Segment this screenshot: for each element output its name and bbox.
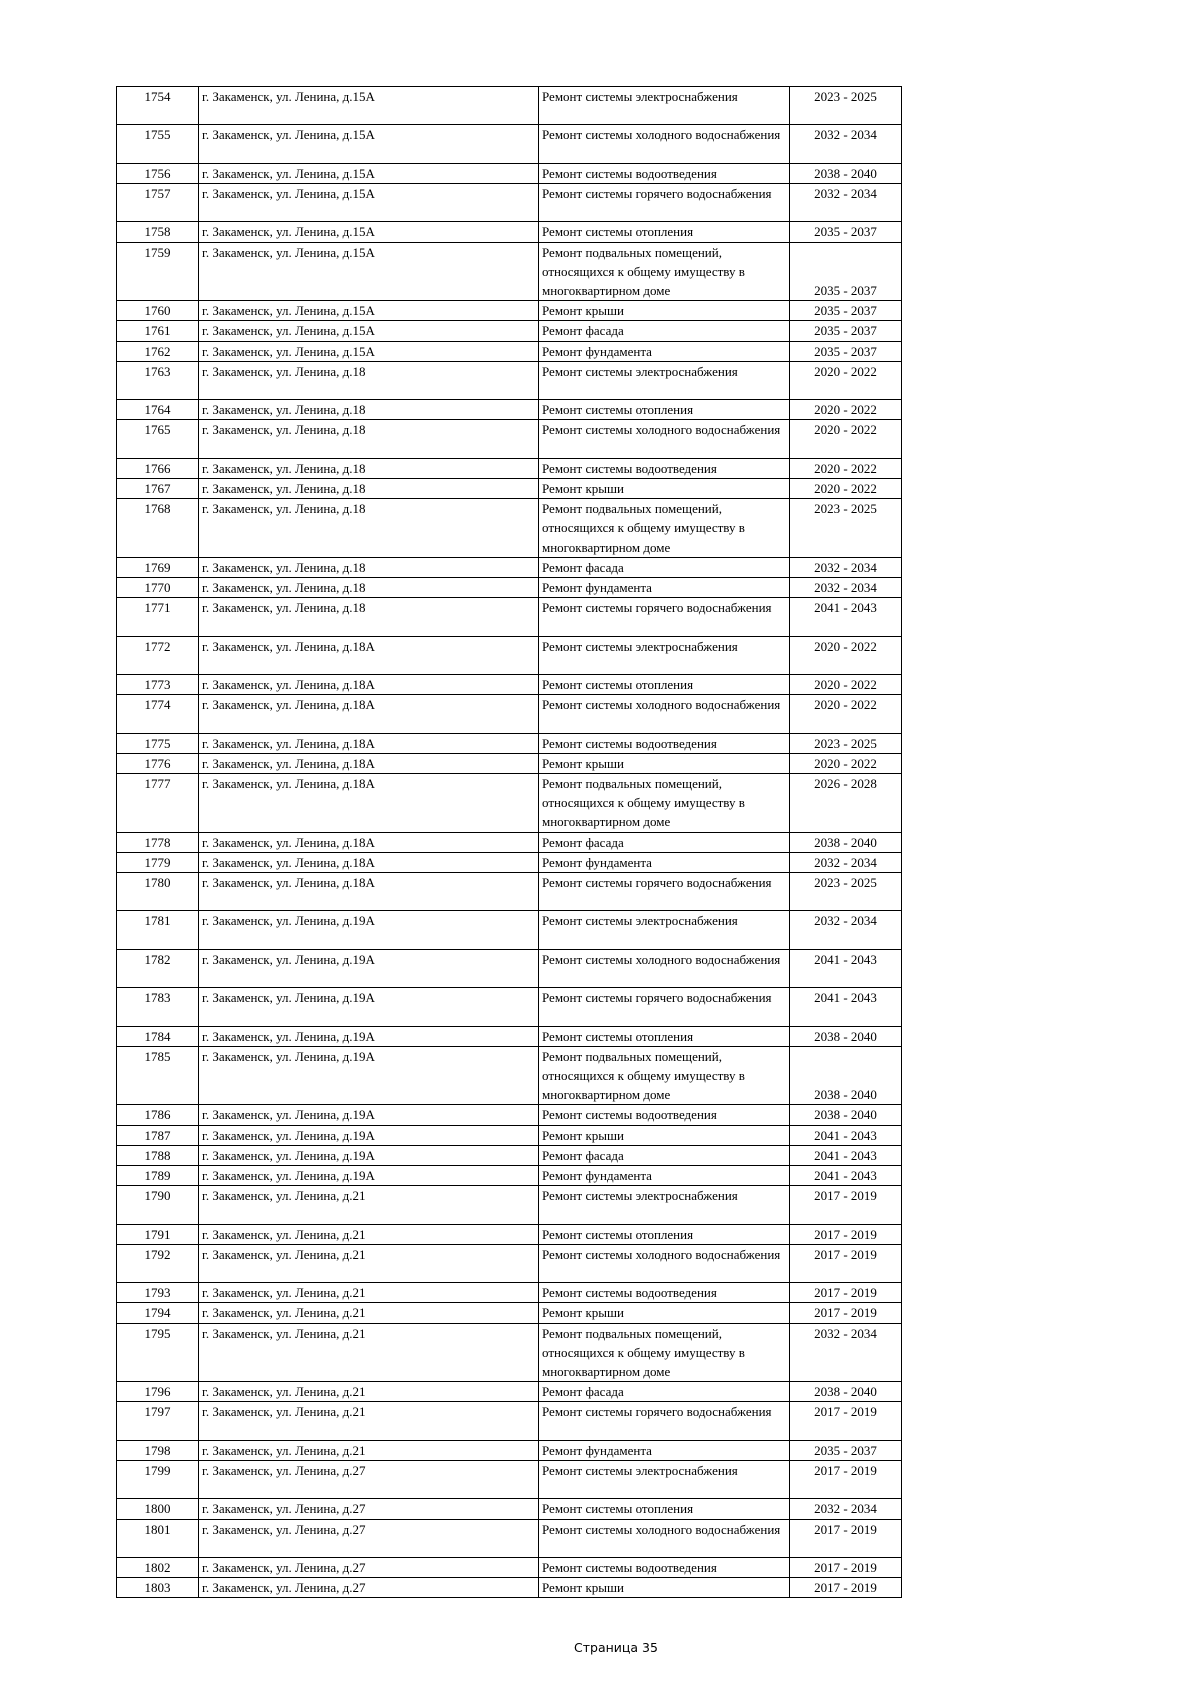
address-cell: г. Закаменск, ул. Ленина, д.18А — [199, 832, 539, 852]
address-cell: г. Закаменск, ул. Ленина, д.19А — [199, 911, 539, 949]
period-cell: 2041 - 2043 — [790, 988, 902, 1026]
period-cell: 2020 - 2022 — [790, 695, 902, 733]
table-row — [117, 1046, 902, 1105]
work-type-cell: Ремонт подвальных помещений, относящихся к общему имуществу в многоквартирном доме — [539, 1046, 790, 1105]
work-type-cell: Ремонт системы горячего водоснабжения — [539, 598, 790, 636]
work-type-cell: Ремонт крыши — [539, 1578, 790, 1598]
address-cell: г. Закаменск, ул. Ленина, д.18А — [199, 674, 539, 694]
table-row — [117, 1283, 902, 1303]
work-type-cell: Ремонт системы горячего водоснабжения — [539, 873, 790, 911]
row-number-cell: 1794 — [117, 1303, 199, 1323]
row-number-cell: 1768 — [117, 499, 199, 558]
work-type-cell: Ремонт подвальных помещений, относящихся к общему имуществу в многоквартирном доме — [539, 1323, 790, 1382]
work-type-cell: Ремонт системы электроснабжения — [539, 911, 790, 949]
address-cell: г. Закаменск, ул. Ленина, д.27 — [199, 1499, 539, 1519]
table-row — [117, 420, 902, 458]
address-cell: г. Закаменск, ул. Ленина, д.15А — [199, 163, 539, 183]
table-row — [117, 1186, 902, 1224]
table-row — [117, 1165, 902, 1185]
table-row — [117, 674, 902, 694]
row-number-cell: 1775 — [117, 733, 199, 753]
period-cell: 2023 - 2025 — [790, 733, 902, 753]
work-type-cell: Ремонт системы отопления — [539, 222, 790, 242]
period-cell: 2023 - 2025 — [790, 499, 902, 558]
row-number-cell: 1756 — [117, 163, 199, 183]
table-row — [117, 1323, 902, 1382]
table-row — [117, 733, 902, 753]
address-cell: г. Закаменск, ул. Ленина, д.15А — [199, 242, 539, 301]
address-cell: г. Закаменск, ул. Ленина, д.18А — [199, 873, 539, 911]
address-cell: г. Закаменск, ул. Ленина, д.27 — [199, 1578, 539, 1598]
row-number-cell: 1760 — [117, 301, 199, 321]
row-number-cell: 1799 — [117, 1460, 199, 1498]
work-type-cell: Ремонт системы горячего водоснабжения — [539, 1402, 790, 1440]
period-cell: 2020 - 2022 — [790, 361, 902, 399]
address-cell: г. Закаменск, ул. Ленина, д.18 — [199, 361, 539, 399]
address-cell: г. Закаменск, ул. Ленина, д.19А — [199, 1046, 539, 1105]
period-cell: 2035 - 2037 — [790, 321, 902, 341]
work-type-cell: Ремонт системы водоотведения — [539, 733, 790, 753]
row-number-cell: 1779 — [117, 852, 199, 872]
period-cell: 2035 - 2037 — [790, 242, 902, 301]
address-cell: г. Закаменск, ул. Ленина, д.18 — [199, 578, 539, 598]
table-row — [117, 1382, 902, 1402]
address-cell: г. Закаменск, ул. Ленина, д.19А — [199, 949, 539, 987]
table-row — [117, 773, 902, 832]
row-number-cell: 1761 — [117, 321, 199, 341]
period-cell: 2017 - 2019 — [790, 1578, 902, 1598]
row-number-cell: 1781 — [117, 911, 199, 949]
address-cell: г. Закаменск, ул. Ленина, д.19А — [199, 1145, 539, 1165]
table-row — [117, 832, 902, 852]
work-type-cell: Ремонт системы водоотведения — [539, 1283, 790, 1303]
work-type-cell: Ремонт фундамента — [539, 1165, 790, 1185]
address-cell: г. Закаменск, ул. Ленина, д.21 — [199, 1186, 539, 1224]
period-cell: 2020 - 2022 — [790, 636, 902, 674]
period-cell: 2038 - 2040 — [790, 163, 902, 183]
work-type-cell: Ремонт крыши — [539, 478, 790, 498]
work-type-cell: Ремонт системы отопления — [539, 1499, 790, 1519]
table-row — [117, 578, 902, 598]
work-type-cell: Ремонт системы горячего водоснабжения — [539, 988, 790, 1026]
registry-sheet — [116, 86, 902, 1598]
period-cell: 2035 - 2037 — [790, 341, 902, 361]
work-type-cell: Ремонт системы водоотведения — [539, 1557, 790, 1577]
row-number-cell: 1762 — [117, 341, 199, 361]
table-row — [117, 478, 902, 498]
period-cell: 2038 - 2040 — [790, 1105, 902, 1125]
table-row — [117, 222, 902, 242]
period-cell: 2017 - 2019 — [790, 1519, 902, 1557]
address-cell: г. Закаменск, ул. Ленина, д.18 — [199, 420, 539, 458]
period-cell: 2020 - 2022 — [790, 674, 902, 694]
period-cell: 2017 - 2019 — [790, 1557, 902, 1577]
row-number-cell: 1765 — [117, 420, 199, 458]
row-number-cell: 1796 — [117, 1382, 199, 1402]
address-cell: г. Закаменск, ул. Ленина, д.18А — [199, 695, 539, 733]
work-type-cell: Ремонт подвальных помещений, относящихся к общему имуществу в многоквартирном доме — [539, 773, 790, 832]
work-type-cell: Ремонт подвальных помещений, относящихся к общему имуществу в многоквартирном доме — [539, 499, 790, 558]
address-cell: г. Закаменск, ул. Ленина, д.27 — [199, 1557, 539, 1577]
address-cell: г. Закаменск, ул. Ленина, д.19А — [199, 1026, 539, 1046]
row-number-cell: 1757 — [117, 183, 199, 221]
row-number-cell: 1771 — [117, 598, 199, 636]
registry-body — [117, 87, 902, 1598]
row-number-cell: 1793 — [117, 1283, 199, 1303]
address-cell: г. Закаменск, ул. Ленина, д.18 — [199, 499, 539, 558]
address-cell: г. Закаменск, ул. Ленина, д.21 — [199, 1244, 539, 1282]
table-row — [117, 1402, 902, 1440]
table-row — [117, 873, 902, 911]
work-type-cell: Ремонт системы электроснабжения — [539, 1460, 790, 1498]
period-cell: 2023 - 2025 — [790, 87, 902, 125]
address-cell: г. Закаменск, ул. Ленина, д.18 — [199, 458, 539, 478]
address-cell: г. Закаменск, ул. Ленина, д.15А — [199, 301, 539, 321]
row-number-cell: 1766 — [117, 458, 199, 478]
row-number-cell: 1788 — [117, 1145, 199, 1165]
row-number-cell: 1767 — [117, 478, 199, 498]
work-type-cell: Ремонт системы электроснабжения — [539, 361, 790, 399]
period-cell: 2041 - 2043 — [790, 949, 902, 987]
row-number-cell: 1759 — [117, 242, 199, 301]
table-row — [117, 301, 902, 321]
row-number-cell: 1797 — [117, 1402, 199, 1440]
table-row — [117, 598, 902, 636]
row-number-cell: 1778 — [117, 832, 199, 852]
row-number-cell: 1784 — [117, 1026, 199, 1046]
table-row — [117, 1145, 902, 1165]
table-row — [117, 557, 902, 577]
row-number-cell: 1803 — [117, 1578, 199, 1598]
table-row — [117, 1303, 902, 1323]
period-cell: 2032 - 2034 — [790, 578, 902, 598]
address-cell: г. Закаменск, ул. Ленина, д.21 — [199, 1402, 539, 1440]
period-cell: 2017 - 2019 — [790, 1244, 902, 1282]
table-row — [117, 1244, 902, 1282]
address-cell: г. Закаменск, ул. Ленина, д.18 — [199, 478, 539, 498]
row-number-cell: 1764 — [117, 400, 199, 420]
work-type-cell: Ремонт системы электроснабжения — [539, 87, 790, 125]
row-number-cell: 1785 — [117, 1046, 199, 1105]
period-cell: 2038 - 2040 — [790, 832, 902, 852]
address-cell: г. Закаменск, ул. Ленина, д.21 — [199, 1283, 539, 1303]
table-row — [117, 1440, 902, 1460]
address-cell: г. Закаменск, ул. Ленина, д.21 — [199, 1440, 539, 1460]
address-cell: г. Закаменск, ул. Ленина, д.18 — [199, 557, 539, 577]
period-cell: 2017 - 2019 — [790, 1283, 902, 1303]
period-cell: 2032 - 2034 — [790, 1499, 902, 1519]
table-row — [117, 1557, 902, 1577]
table-row — [117, 458, 902, 478]
address-cell: г. Закаменск, ул. Ленина, д.19А — [199, 988, 539, 1026]
address-cell: г. Закаменск, ул. Ленина, д.15А — [199, 125, 539, 163]
period-cell: 2020 - 2022 — [790, 478, 902, 498]
table-row — [117, 1519, 902, 1557]
address-cell: г. Закаменск, ул. Ленина, д.15А — [199, 87, 539, 125]
row-number-cell: 1777 — [117, 773, 199, 832]
row-number-cell: 1769 — [117, 557, 199, 577]
period-cell: 2020 - 2022 — [790, 400, 902, 420]
period-cell: 2017 - 2019 — [790, 1460, 902, 1498]
table-row — [117, 87, 902, 125]
table-row — [117, 911, 902, 949]
period-cell: 2023 - 2025 — [790, 873, 902, 911]
table-row — [117, 183, 902, 221]
row-number-cell: 1789 — [117, 1165, 199, 1185]
row-number-cell: 1801 — [117, 1519, 199, 1557]
row-number-cell: 1773 — [117, 674, 199, 694]
period-cell: 2020 - 2022 — [790, 753, 902, 773]
work-type-cell: Ремонт подвальных помещений, относящихся к общему имуществу в многоквартирном доме — [539, 242, 790, 301]
table-row — [117, 361, 902, 399]
work-type-cell: Ремонт фундамента — [539, 1440, 790, 1460]
table-row — [117, 852, 902, 872]
period-cell: 2035 - 2037 — [790, 301, 902, 321]
period-cell: 2032 - 2034 — [790, 911, 902, 949]
address-cell: г. Закаменск, ул. Ленина, д.18 — [199, 400, 539, 420]
row-number-cell: 1798 — [117, 1440, 199, 1460]
address-cell: г. Закаменск, ул. Ленина, д.18А — [199, 636, 539, 674]
address-cell: г. Закаменск, ул. Ленина, д.18А — [199, 852, 539, 872]
row-number-cell: 1782 — [117, 949, 199, 987]
row-number-cell: 1755 — [117, 125, 199, 163]
page-number: Страница 35 — [574, 1640, 658, 1655]
row-number-cell: 1802 — [117, 1557, 199, 1577]
period-cell: 2032 - 2034 — [790, 183, 902, 221]
table-row — [117, 988, 902, 1026]
work-type-cell: Ремонт фундамента — [539, 578, 790, 598]
work-type-cell: Ремонт фундамента — [539, 852, 790, 872]
address-cell: г. Закаменск, ул. Ленина, д.15А — [199, 222, 539, 242]
row-number-cell: 1776 — [117, 753, 199, 773]
table-row — [117, 341, 902, 361]
row-number-cell: 1790 — [117, 1186, 199, 1224]
work-type-cell: Ремонт системы электроснабжения — [539, 1186, 790, 1224]
work-type-cell: Ремонт крыши — [539, 1303, 790, 1323]
row-number-cell: 1774 — [117, 695, 199, 733]
table-row — [117, 1125, 902, 1145]
row-number-cell: 1763 — [117, 361, 199, 399]
row-number-cell: 1786 — [117, 1105, 199, 1125]
work-type-cell: Ремонт системы холодного водоснабжения — [539, 420, 790, 458]
work-type-cell: Ремонт крыши — [539, 1125, 790, 1145]
work-type-cell: Ремонт системы холодного водоснабжения — [539, 1519, 790, 1557]
work-type-cell: Ремонт системы холодного водоснабжения — [539, 125, 790, 163]
row-number-cell: 1754 — [117, 87, 199, 125]
period-cell: 2038 - 2040 — [790, 1026, 902, 1046]
work-type-cell: Ремонт системы водоотведения — [539, 1105, 790, 1125]
work-type-cell: Ремонт крыши — [539, 301, 790, 321]
table-row — [117, 242, 902, 301]
work-type-cell: Ремонт крыши — [539, 753, 790, 773]
table-row — [117, 1105, 902, 1125]
period-cell: 2035 - 2037 — [790, 222, 902, 242]
row-number-cell: 1758 — [117, 222, 199, 242]
row-number-cell: 1792 — [117, 1244, 199, 1282]
work-type-cell: Ремонт системы водоотведения — [539, 458, 790, 478]
period-cell: 2032 - 2034 — [790, 1323, 902, 1382]
address-cell: г. Закаменск, ул. Ленина, д.21 — [199, 1323, 539, 1382]
work-type-cell: Ремонт системы отопления — [539, 1224, 790, 1244]
period-cell: 2032 - 2034 — [790, 557, 902, 577]
work-type-cell: Ремонт фасада — [539, 321, 790, 341]
address-cell: г. Закаменск, ул. Ленина, д.21 — [199, 1303, 539, 1323]
address-cell: г. Закаменск, ул. Ленина, д.18А — [199, 773, 539, 832]
table-row — [117, 400, 902, 420]
address-cell: г. Закаменск, ул. Ленина, д.15А — [199, 183, 539, 221]
work-type-cell: Ремонт системы холодного водоснабжения — [539, 949, 790, 987]
work-type-cell: Ремонт системы водоотведения — [539, 163, 790, 183]
table-row — [117, 636, 902, 674]
period-cell: 2017 - 2019 — [790, 1186, 902, 1224]
address-cell: г. Закаменск, ул. Ленина, д.27 — [199, 1519, 539, 1557]
table-row — [117, 163, 902, 183]
registry-table — [116, 86, 902, 1598]
table-row — [117, 125, 902, 163]
row-number-cell: 1783 — [117, 988, 199, 1026]
work-type-cell: Ремонт системы отопления — [539, 1026, 790, 1046]
period-cell: 2035 - 2037 — [790, 1440, 902, 1460]
work-type-cell: Ремонт системы горячего водоснабжения — [539, 183, 790, 221]
table-row — [117, 1499, 902, 1519]
work-type-cell: Ремонт фасада — [539, 832, 790, 852]
table-row — [117, 1578, 902, 1598]
work-type-cell: Ремонт фасада — [539, 1145, 790, 1165]
table-row — [117, 1460, 902, 1498]
period-cell: 2041 - 2043 — [790, 1165, 902, 1185]
period-cell: 2032 - 2034 — [790, 852, 902, 872]
work-type-cell: Ремонт системы холодного водоснабжения — [539, 695, 790, 733]
table-row — [117, 1224, 902, 1244]
work-type-cell: Ремонт фундамента — [539, 341, 790, 361]
row-number-cell: 1787 — [117, 1125, 199, 1145]
period-cell: 2017 - 2019 — [790, 1224, 902, 1244]
work-type-cell: Ремонт системы электроснабжения — [539, 636, 790, 674]
address-cell: г. Закаменск, ул. Ленина, д.21 — [199, 1224, 539, 1244]
work-type-cell: Ремонт системы отопления — [539, 674, 790, 694]
row-number-cell: 1800 — [117, 1499, 199, 1519]
address-cell: г. Закаменск, ул. Ленина, д.18А — [199, 753, 539, 773]
period-cell: 2026 - 2028 — [790, 773, 902, 832]
address-cell: г. Закаменск, ул. Ленина, д.27 — [199, 1460, 539, 1498]
period-cell: 2020 - 2022 — [790, 420, 902, 458]
period-cell: 2041 - 2043 — [790, 598, 902, 636]
address-cell: г. Закаменск, ул. Ленина, д.19А — [199, 1125, 539, 1145]
address-cell: г. Закаменск, ул. Ленина, д.19А — [199, 1165, 539, 1185]
address-cell: г. Закаменск, ул. Ленина, д.21 — [199, 1382, 539, 1402]
address-cell: г. Закаменск, ул. Ленина, д.15А — [199, 341, 539, 361]
period-cell: 2017 - 2019 — [790, 1402, 902, 1440]
address-cell: г. Закаменск, ул. Ленина, д.18А — [199, 733, 539, 753]
period-cell: 2038 - 2040 — [790, 1046, 902, 1105]
table-row — [117, 321, 902, 341]
row-number-cell: 1791 — [117, 1224, 199, 1244]
address-cell: г. Закаменск, ул. Ленина, д.19А — [199, 1105, 539, 1125]
row-number-cell: 1770 — [117, 578, 199, 598]
row-number-cell: 1772 — [117, 636, 199, 674]
work-type-cell: Ремонт фасада — [539, 557, 790, 577]
table-row — [117, 1026, 902, 1046]
work-type-cell: Ремонт системы отопления — [539, 400, 790, 420]
address-cell: г. Закаменск, ул. Ленина, д.18 — [199, 598, 539, 636]
table-row — [117, 499, 902, 558]
period-cell: 2032 - 2034 — [790, 125, 902, 163]
row-number-cell: 1780 — [117, 873, 199, 911]
period-cell: 2038 - 2040 — [790, 1382, 902, 1402]
period-cell: 2020 - 2022 — [790, 458, 902, 478]
table-row — [117, 753, 902, 773]
period-cell: 2041 - 2043 — [790, 1145, 902, 1165]
row-number-cell: 1795 — [117, 1323, 199, 1382]
period-cell: 2017 - 2019 — [790, 1303, 902, 1323]
period-cell: 2041 - 2043 — [790, 1125, 902, 1145]
table-row — [117, 695, 902, 733]
work-type-cell: Ремонт фасада — [539, 1382, 790, 1402]
work-type-cell: Ремонт системы холодного водоснабжения — [539, 1244, 790, 1282]
table-row — [117, 949, 902, 987]
address-cell: г. Закаменск, ул. Ленина, д.15А — [199, 321, 539, 341]
